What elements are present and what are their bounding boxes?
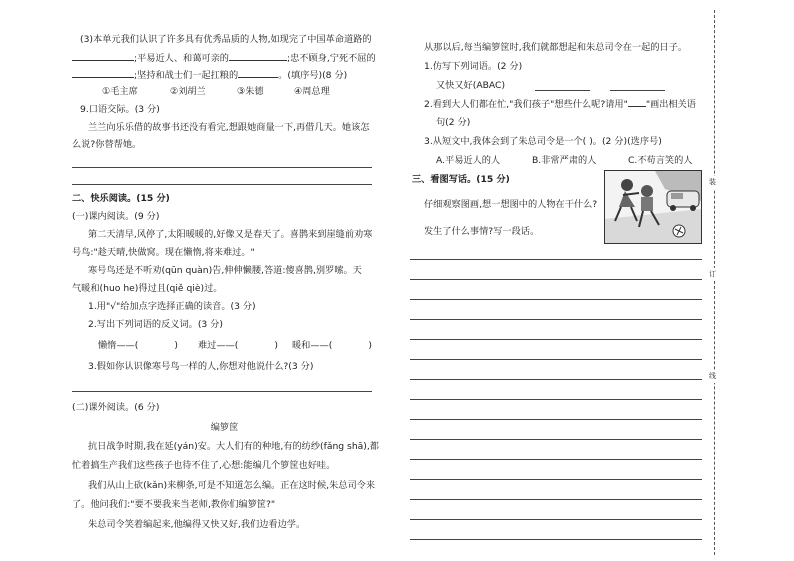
reading-1-question-1: 1.用"√"给加点字选择正确的读音。(3 分): [88, 301, 256, 312]
answer-line[interactable]: [535, 90, 590, 91]
story-line-3: 我们从山上砍(kǎn)来柳条,可是不知道怎么编。正在这时候,朱总司令来: [88, 480, 376, 491]
q9-title: 9.口语交际。(3 分): [80, 104, 160, 115]
binding-dashed-line: [714, 10, 715, 555]
section-2-title: 二、快乐阅读。(15 分): [72, 193, 170, 204]
writing-line[interactable]: [410, 499, 702, 500]
reading-2-title: (二)课外阅读。(6 分): [72, 402, 160, 413]
reading-1-question-3: 3.假如你认识像寒号鸟一样的人,你想对他说什么?(3 分): [88, 361, 314, 372]
reading-1-question-2: 2.写出下列词语的反义词。(3 分): [88, 319, 223, 330]
story-line-4: 了。他问我们:"要不要我来当老师,教你们编箩筐?": [72, 499, 276, 510]
question-1: 1.仿写下列词语。(2 分): [424, 61, 523, 72]
passage-1-line-2: 号鸟:"趁天晴,快做窝。现在懒惰,将来难过。": [72, 247, 255, 258]
left-column: [72, 0, 377, 561]
question-3: 3.从短文中,我体会到了朱总司令是一个( )。(2 分)(选序号): [424, 136, 662, 147]
q8-option-3: ③朱德: [237, 86, 264, 97]
q8-line2: ;平易近人、和蔼可亲的 ;忠不顾身,宁死不屈的: [72, 51, 376, 65]
writing-line[interactable]: [410, 359, 702, 360]
writing-line[interactable]: [72, 391, 372, 392]
answer-blank[interactable]: [229, 51, 287, 61]
writing-line[interactable]: [410, 319, 702, 320]
passage-2-line-1: 寒号鸟还是不听劝(qūn quàn)告,伸伸懒腰,答道:傻喜鹊,别罗嗦。天: [88, 265, 362, 276]
writing-line[interactable]: [410, 399, 702, 400]
q9-text-2: 么说?你替帮她。: [72, 139, 142, 150]
binding-label-zhuang: 装: [709, 176, 716, 189]
writing-line[interactable]: [410, 379, 702, 380]
story-line-1: 抗日战争时期,我在延(yán)安。大人们有的种地,有的纺纱(fǎng shā),都: [88, 441, 379, 452]
question-1-example: 又快又好(ABAC): [436, 80, 506, 91]
writing-line[interactable]: [72, 167, 372, 168]
section-3-prompt-1: 仔细观察图画,想一想图中的人物在干什么?: [424, 199, 598, 210]
answer-blank[interactable]: [72, 51, 134, 61]
writing-line[interactable]: [410, 439, 702, 440]
section-3-prompt-2: 发生了什么事情?写一段话。: [424, 226, 540, 237]
binding-label-ding: 订: [709, 268, 716, 281]
answer-blank[interactable]: [238, 68, 278, 78]
writing-line[interactable]: [410, 339, 702, 340]
answer-blank[interactable]: [72, 68, 134, 78]
writing-prompt-illustration: [604, 170, 702, 244]
writing-line[interactable]: [410, 259, 702, 260]
writing-line[interactable]: [410, 539, 702, 540]
question-3-option-c[interactable]: C.不苟言笑的人: [628, 155, 693, 166]
story-line-2: 忙着搞生产我们这些孩子也待不住了,心想:能编几个箩筐也好哇。: [72, 460, 336, 471]
story-line-5: 朱总司令笑着编起来,他编得又快又好,我们边看边学。: [88, 519, 306, 530]
q8-intro: (3)本单元我们认识了许多具有优秀品质的人物,如现完了中国革命道路的: [80, 34, 372, 45]
question-2-line-2: 句(2 分): [436, 117, 471, 128]
writing-line[interactable]: [410, 279, 702, 280]
q9-text-1: 兰兰向乐乐借的故事书还没有看完,想跟她商量一下,再借几天。她该怎: [88, 122, 370, 133]
q8-option-2: ②刘胡兰: [170, 86, 206, 97]
writing-line[interactable]: [410, 519, 702, 520]
q8-option-1: ①毛主席: [102, 86, 138, 97]
story-continued-line: 从那以后,每当编箩筐时,我们就都想起和朱总司令在一起的日子。: [424, 42, 688, 53]
writing-line[interactable]: [410, 459, 702, 460]
section-3-title: 三、看图写话。(15 分): [412, 174, 510, 185]
passage-1-line-1: 第二天清早,风停了,太阳暖暖的,好像又是春天了。喜鹊来到崖缝前劝寒: [88, 229, 373, 240]
reading-1-title: (一)课内阅读。(9 分): [72, 211, 160, 222]
writing-line[interactable]: [410, 299, 702, 300]
antonym-3: 暖和——( ): [292, 340, 372, 351]
question-3-option-b[interactable]: B.非常严肃的人: [532, 155, 597, 166]
q8-line3: ;坚持和战士们一起扛粮的 。(填序号)(8 分): [72, 68, 347, 82]
story-title: 编箩筐: [210, 422, 239, 433]
antonym-2: 难过——( ): [198, 340, 278, 351]
right-column: [410, 0, 706, 561]
writing-line[interactable]: [410, 419, 702, 420]
writing-line[interactable]: [72, 184, 372, 185]
antonym-1: 懒惰——( ): [98, 340, 178, 351]
answer-line[interactable]: [610, 90, 665, 91]
q8-option-4: ④周总理: [294, 86, 330, 97]
children-running-illustration: [605, 171, 701, 243]
question-3-option-a[interactable]: A.平易近人的人: [436, 155, 501, 166]
writing-line[interactable]: [410, 479, 702, 480]
underline-marker-sample: [628, 100, 646, 107]
passage-2-line-2: 气暖和(huo he)得过且(qiě qiè)过。: [72, 283, 223, 294]
binding-label-xian: 线: [709, 370, 716, 383]
question-2-line-1: 2.看到大人们都在忙,"我们孩子"想些什么呢?请用" "画出相关语: [424, 99, 696, 110]
